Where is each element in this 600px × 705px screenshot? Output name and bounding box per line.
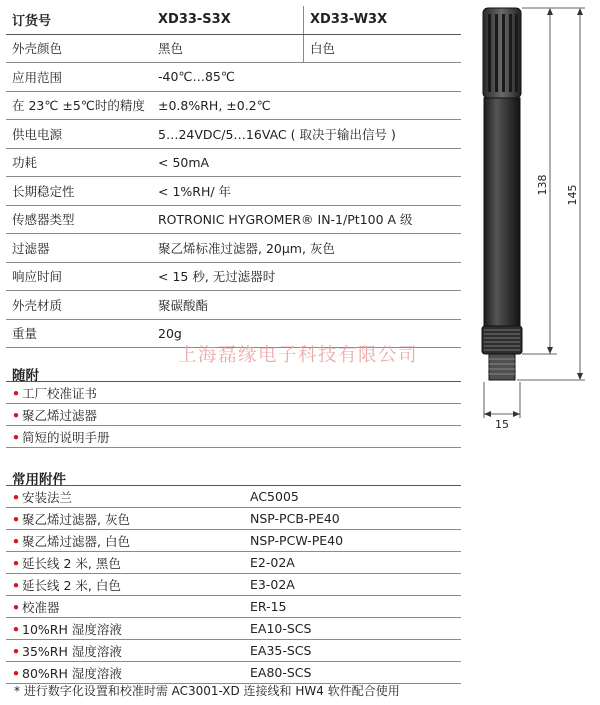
bullet-icon: • [12,429,20,445]
spec-value: 聚乙烯标准过滤器, 20μm, 灰色 [152,234,461,263]
model-b-header: XD33-W3X [304,6,462,34]
spec-row [6,91,461,120]
spec-color-row [6,34,461,63]
included-title: 随附 [12,368,39,384]
list-item [6,486,461,508]
connector [482,326,522,380]
order-number-label: 订货号 [6,6,152,34]
item-name: 35%RH 湿度溶液 [22,643,122,659]
list-item [6,382,461,404]
item-name: 延长线 2 米, 黑色 [22,555,121,571]
spec-label: 供电电源 [6,120,152,149]
spec-label: 过滤器 [6,234,152,263]
spec-value: 20g [152,319,461,348]
bullet-icon: • [12,489,20,505]
dimension-15-label: 15 [495,418,509,431]
accessories-list [6,485,461,684]
item-name: 延长线 2 米, 白色 [22,577,121,593]
spec-label: 长期稳定性 [6,177,152,206]
list-item [6,404,461,426]
dimension-138-label: 138 [536,174,549,196]
bullet-icon: • [12,533,20,549]
spec-row [6,63,461,92]
item-name: 聚乙烯过滤器, 灰色 [22,511,130,527]
item-name: 简短的说明手册 [22,429,110,445]
model-a-color: 黑色 [152,34,304,63]
spec-label: 功耗 [6,148,152,177]
spec-label: 外壳颜色 [6,34,152,63]
spec-value: 聚碳酸酯 [152,291,461,320]
item-name: 安装法兰 [22,489,73,505]
item-name: 校准器 [22,599,60,615]
spec-label: 外壳材质 [6,291,152,320]
spec-value: < 15 秒, 无过滤器时 [152,262,461,291]
spec-label: 传感器类型 [6,205,152,234]
item-code: EA35-SCS [250,640,461,662]
spec-header-row [6,6,461,34]
spec-label: 响应时间 [6,262,152,291]
bullet-icon: • [12,643,20,659]
item-code: AC5005 [250,486,461,508]
spec-value: < 50mA [152,148,461,177]
item-code: NSP-PCW-PE40 [250,530,461,552]
bullet-icon: • [12,385,20,401]
spec-label: 重量 [6,319,152,348]
spec-label: 应用范围 [6,63,152,92]
item-name: 80%RH 湿度溶液 [22,665,122,681]
spec-row [6,262,461,291]
item-code: E2-02A [250,552,461,574]
accessories-title: 常用附件 [12,472,66,488]
dimension-145-label: 145 [566,184,579,206]
list-item [6,508,461,530]
list-item [6,596,461,618]
bullet-icon: • [12,599,20,615]
list-item [6,426,461,448]
item-code: EA80-SCS [250,662,461,684]
list-item [6,574,461,596]
company-watermark: 上海磊缘电子科技有限公司 [178,345,419,366]
item-name: 工厂校准证书 [22,385,98,401]
model-a-header: XD33-S3X [152,6,304,34]
list-item [6,640,461,662]
probe-dimension-drawing [465,0,600,440]
item-code: E3-02A [250,574,461,596]
bullet-icon: • [12,511,20,527]
bullet-icon: • [12,407,20,423]
item-name: 10%RH 湿度溶液 [22,621,122,637]
list-item [6,662,461,684]
item-code: ER-15 [250,596,461,618]
list-item [6,552,461,574]
spec-row [6,148,461,177]
item-code: EA10-SCS [250,618,461,640]
bullet-icon: • [12,555,20,571]
spec-label: 在 23℃ ±5℃时的精度 [6,91,152,120]
item-name: 聚乙烯过滤器 [22,407,98,423]
probe-body [484,98,520,326]
spec-value: -40℃…85℃ [152,63,461,92]
footnote: * 进行数字化设置和校准时需 AC3001-XD 连接线和 HW4 软件配合使用 [14,684,400,698]
model-b-color: 白色 [304,34,462,63]
filter-cap [483,8,521,98]
list-item [6,618,461,640]
spec-value: ±0.8%RH, ±0.2℃ [152,91,461,120]
item-name: 聚乙烯过滤器, 白色 [22,533,130,549]
spec-row [6,291,461,320]
included-list [6,381,461,448]
bullet-icon: • [12,621,20,637]
spec-value: < 1%RH/ 年 [152,177,461,206]
list-item [6,530,461,552]
spec-row [6,234,461,263]
spec-value: ROTRONIC HYGROMER® IN-1/Pt100 A 级 [152,205,461,234]
bullet-icon: • [12,665,20,681]
item-code: NSP-PCB-PE40 [250,508,461,530]
bullet-icon: • [12,577,20,593]
spec-value: 5…24VDC/5…16VAC ( 取决于输出信号 ) [152,120,461,149]
spec-row [6,120,461,149]
spec-row [6,177,461,206]
spec-row [6,205,461,234]
spec-table [6,6,461,348]
